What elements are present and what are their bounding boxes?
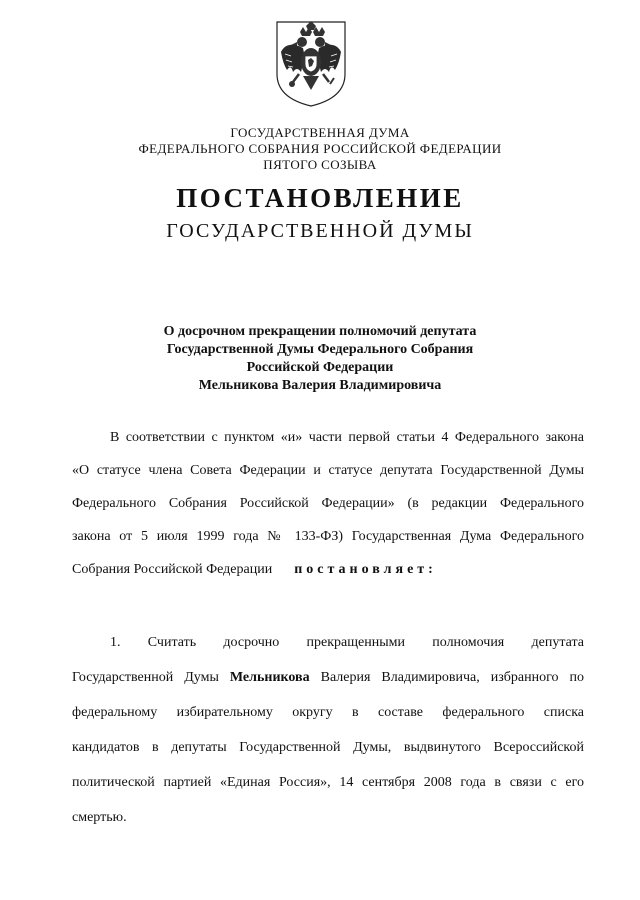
document-title: ПОСТАНОВЛЕНИЕ bbox=[176, 183, 464, 213]
preamble-end-text: Собрания Российской Федерации bbox=[72, 562, 273, 577]
deputy-surname: Мельникова bbox=[229, 670, 310, 685]
paragraph-line: кандидатов в депутаты Государственной Думы, выдвинутого Всероссийской bbox=[72, 740, 584, 755]
paragraph-line: смертью. bbox=[72, 810, 127, 825]
paragraph-line: федеральному избирательному округу в составе федерального списка bbox=[72, 705, 584, 720]
header-line: ГОСУДАРСТВЕННАЯ ДУМА bbox=[230, 125, 410, 140]
subject-line: О досрочном прекращении полномочий депутата bbox=[163, 324, 477, 339]
paragraph-line bbox=[72, 560, 584, 580]
paragraph-line: Федерального Собрания Российской Федерации» (в редакции Федерального bbox=[72, 496, 584, 511]
header-line: ПЯТОГО СОЗЫВА bbox=[263, 157, 377, 172]
paragraph-line bbox=[72, 668, 584, 688]
item-text: Валерия Владимировича, избранного по bbox=[309, 670, 584, 685]
document-subtitle: ГОСУДАРСТВЕННОЙ ДУМЫ bbox=[166, 220, 474, 242]
paragraph-line: В соответствии с пунктом «и» части первой статьи 4 Федерального закона bbox=[110, 430, 584, 445]
paragraph-line: закона от 5 июля 1999 года № 133-ФЗ) Государственная Дума Федерального bbox=[72, 529, 584, 544]
subject-line: Российской Федерации bbox=[246, 360, 394, 375]
document-subject bbox=[0, 323, 640, 395]
issuer-header bbox=[0, 125, 640, 173]
header-line: ФЕДЕРАЛЬНОГО СОБРАНИЯ РОССИЙСКОЙ ФЕДЕРАЦИИ bbox=[138, 141, 502, 156]
paragraph-line: политической партией «Единая Россия», 14 сентября 2008 года в связи с его bbox=[72, 775, 584, 790]
paragraph-line: 1. Считать досрочно прекращенными полномочия депутата bbox=[110, 635, 584, 650]
item-1-paragraph bbox=[72, 633, 584, 843]
subject-line: Мельникова Валерия Владимировича bbox=[198, 378, 442, 393]
subject-line: Государственной Думы Федерального Собрания bbox=[166, 342, 474, 357]
coat-of-arms-emblem bbox=[273, 18, 349, 108]
item-text: Государственной Думы bbox=[72, 670, 230, 685]
paragraph-line: «О статусе члена Совета Федерации и статусе депутата Государственной Думы bbox=[72, 463, 584, 478]
decree-word: постановляет: bbox=[294, 562, 437, 577]
preamble-paragraph bbox=[72, 428, 584, 593]
